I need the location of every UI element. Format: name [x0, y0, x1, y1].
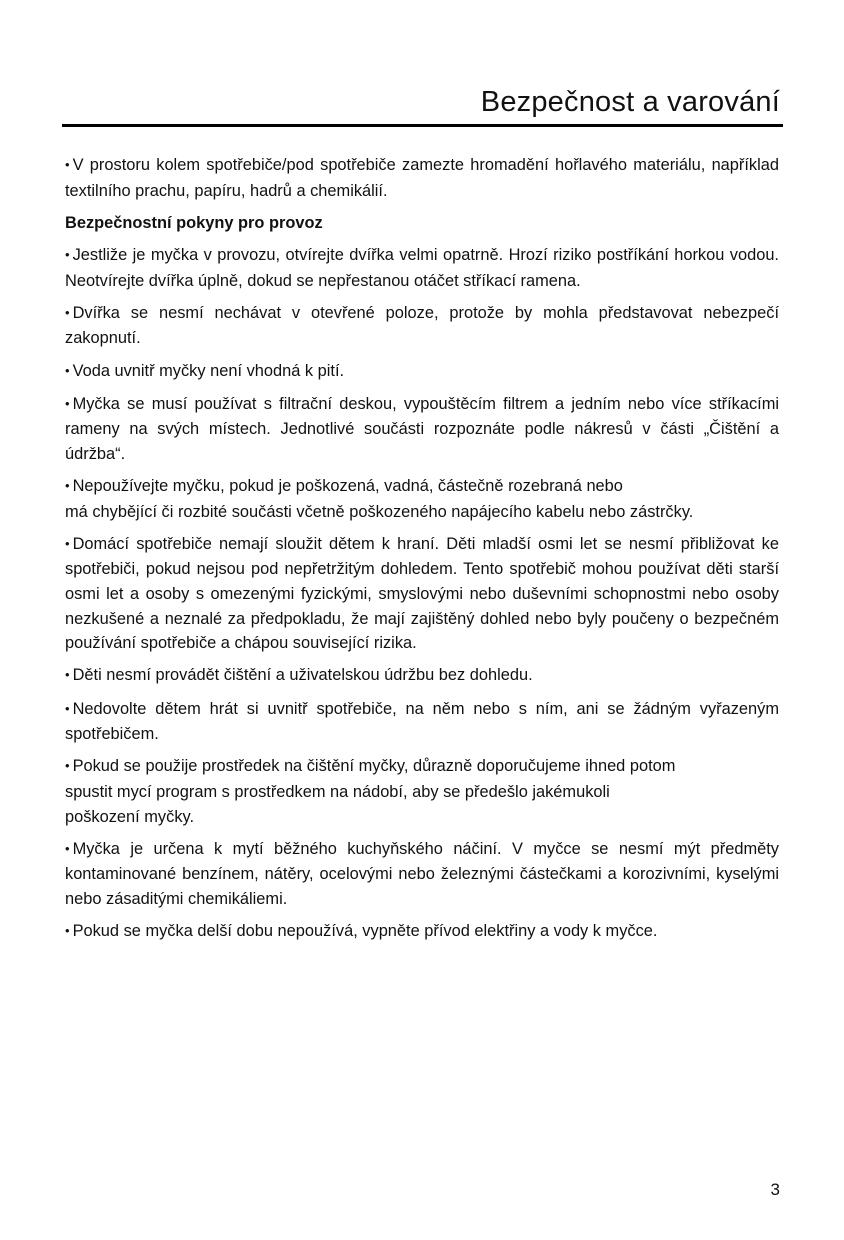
paragraph-text-line: má chybějící či rozbité součásti včetně poškozeného napájecího kabelu nebo zástrčky. — [65, 502, 694, 521]
paragraph-text-line: Pokud se použije prostředek na čištění myčky, důrazně doporučujeme ihned potom — [72, 757, 676, 776]
paragraph-children-safety — [65, 532, 779, 656]
bullet-icon: • — [65, 362, 70, 378]
bullet-icon: • — [65, 667, 70, 683]
paragraph-intended-use — [65, 837, 779, 912]
bullet-icon: • — [65, 478, 70, 494]
bullet-icon: • — [65, 758, 70, 774]
paragraph-text: Pokud se myčka delší dobu nepoužívá, vypněte přívod elektřiny a vody k myčce. — [72, 922, 658, 941]
bullet-icon: • — [65, 923, 70, 939]
title-divider — [62, 124, 783, 127]
section-heading-operation-safety: Bezpečnostní pokyny pro provoz — [65, 213, 323, 232]
paragraph-filters-and-arms — [65, 392, 779, 467]
paragraph-door-opening — [65, 243, 779, 293]
paragraph-long-disuse — [65, 919, 779, 945]
paragraph-cleaning-agent — [65, 754, 779, 829]
paragraph-text: Nedovolte dětem hrát si uvnitř spotřebiče, na něm nebo s ním, ani se žádným vyřazeným spotřebičem. — [65, 699, 779, 744]
paragraph-damaged-appliance — [65, 474, 779, 524]
page-number: 3 — [770, 1180, 780, 1199]
paragraph-children-cleaning — [65, 663, 779, 689]
paragraph-text: Myčka je určena k mytí běžného kuchyňského náčiní. V myčce se nesmí mýt předměty kontaminované benzínem, nátěry, ocelovými nebo železnými částečkami a korozivními, kyselými nebo zásaditými chemikáliemi. — [65, 839, 779, 908]
paragraph-water-not-drinkable — [65, 359, 779, 385]
bullet-icon: • — [65, 700, 70, 716]
bullet-icon: • — [65, 535, 70, 551]
bullet-icon: • — [65, 157, 70, 172]
paragraph-text: Dvířka se nesmí nechávat v otevřené poloze, protože by mohla představovat nebezpečí zakopnutí. — [65, 303, 779, 348]
bullet-icon: • — [65, 840, 70, 856]
paragraph-text: Jestliže je myčka v provozu, otvírejte dvířka velmi opatrně. Hrozí riziko postříkání horkou vodou. Neotvírejte dvířka úplně, dokud se nepřestanou otáčet stříkací ramena. — [65, 245, 779, 290]
paragraph-flammable-material — [65, 153, 779, 203]
bullet-icon: • — [65, 304, 70, 320]
paragraph-text-line: Nepoužívejte myčku, pokud je poškozená, vadná, částečně rozebraná nebo — [72, 477, 623, 496]
paragraph-text-line: spustit mycí program s prostředkem na nádobí, aby se předešlo jakémukoli — [65, 783, 610, 801]
paragraph-door-tripping — [65, 301, 779, 351]
paragraph-text: V prostoru kolem spotřebiče/pod spotřebiče zamezte hromadění hořlavého materiálu, například textilního prachu, papíru, hadrů a chemikálií. — [65, 156, 779, 200]
bullet-icon: • — [65, 395, 70, 411]
paragraph-children-playing — [65, 697, 779, 747]
paragraph-text: Děti nesmí provádět čištění a uživatelskou údržbu bez dohledu. — [72, 666, 533, 685]
paragraph-text: Myčka se musí používat s filtrační deskou, vypouštěcím filtrem a jedním nebo více stříkacími rameny na svých místech. Jednotlivé součásti rozpoznáte podle nákresů v části „Čištění a údržba“. — [65, 394, 779, 463]
page-title: Bezpečnost a varování — [480, 86, 780, 118]
bullet-icon: • — [65, 246, 70, 262]
document-body — [65, 153, 779, 952]
paragraph-text: Domácí spotřebiče nemají sloužit dětem k hraní. Děti mladší osmi let se nesmí přibližovat ke spotřebiči, pokud nejsou pod nepřetržitým dohledem. Tento spotřebič mohou používat děti starší osmi let a osoby s omezenými fyzickými, smyslovými nebo duševními schopnostmi nebo osoby nezkušené a neznalé za předpokladu, že mají zajištěný dohled nebo byly poučeny o bezpečném používání spotřebiče a chápou související rizika. — [65, 534, 779, 653]
paragraph-text: Voda uvnitř myčky není vhodná k pití. — [72, 361, 345, 380]
paragraph-text-line: poškození myčky. — [65, 807, 195, 826]
